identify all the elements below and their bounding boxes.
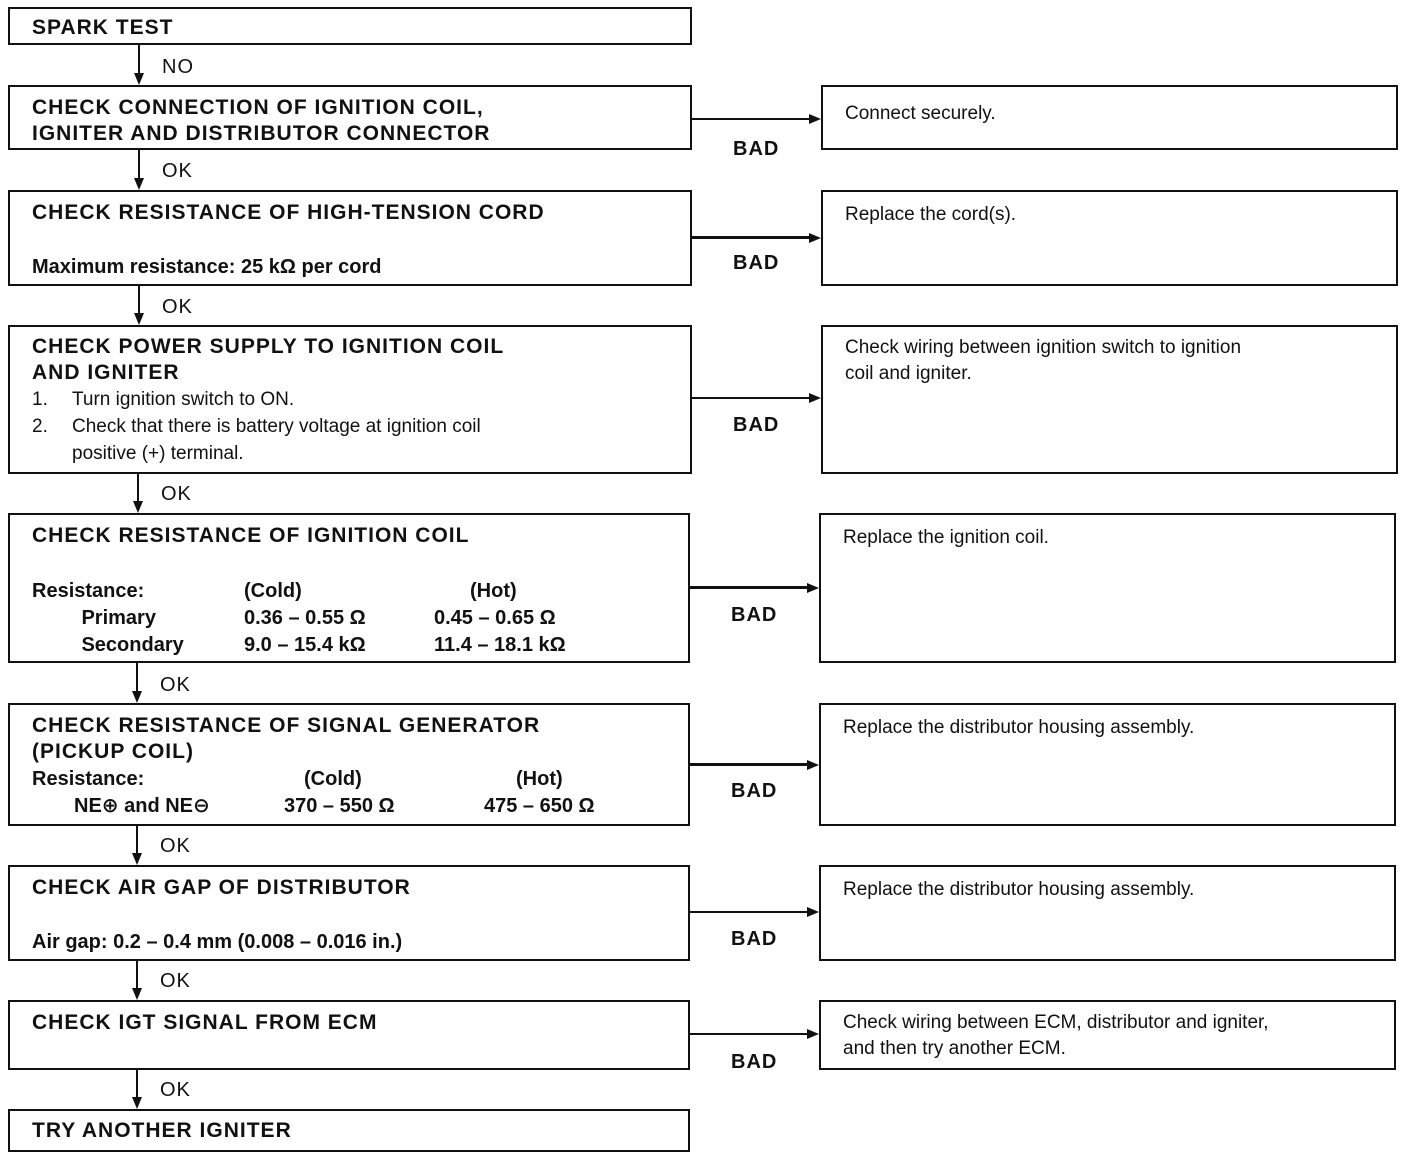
remedy-coil-text: Replace the ignition coil. [843,527,1049,548]
bad-label-2: BAD [733,252,780,274]
spark-test-box [8,7,692,45]
connector-bad-7 [690,1033,808,1035]
signal-resistance-label: Resistance: [32,768,145,790]
coil-primary-cold: 0.36 – 0.55 Ω [244,607,366,629]
connector-bad-1 [692,118,810,120]
check-coil-title: CHECK RESISTANCE OF IGNITION COIL [32,524,470,547]
connector-bad-5 [690,763,808,766]
coil-header-row [32,578,566,605]
cord-spec: Maximum resistance: 25 kΩ per cord [32,256,382,278]
try-igniter-title: TRY ANOTHER IGNITER [32,1119,292,1142]
arrowhead-bad-7 [807,1029,819,1039]
coil-resistance-label: Resistance: [32,580,145,602]
coil-secondary-label: Secondary [81,634,184,656]
connector-bad-4 [690,586,808,589]
remedy-wiring-coil-box [821,325,1398,474]
signal-hot-header: (Hot) [516,768,563,790]
check-cord-box [8,190,692,286]
connector-down-5 [136,663,138,693]
airgap-spec: Air gap: 0.2 – 0.4 mm (0.008 – 0.016 in.) [32,931,403,953]
coil-indent [32,632,81,659]
connector-down-8 [136,1070,138,1099]
ok-label-1: OK [162,160,193,182]
connector-down-6 [136,826,138,855]
connector-down-3 [138,286,140,315]
ok-label-3: OK [161,483,192,505]
arrowhead-down-7 [132,988,142,1000]
arrowhead-down-6 [132,853,142,865]
check-cord-title: CHECK RESISTANCE OF HIGH-TENSION CORD [32,201,545,224]
signal-cold-value: 370 – 550 Ω [284,795,395,817]
power-step-2 [32,413,668,467]
coil-secondary-hot: 11.4 – 18.1 kΩ [434,634,566,656]
spark-test-title: SPARK TEST [32,16,174,39]
arrowhead-bad-4 [807,583,819,593]
arrowhead-bad-2 [809,233,821,243]
arrowhead-bad-3 [809,393,821,403]
arrowhead-bad-6 [807,907,819,917]
signal-terminals: NE⊕ and NE⊖ [74,795,210,817]
check-igt-box [8,1000,690,1070]
remedy-cord-box [821,190,1398,286]
signal-indent [32,793,74,820]
remedy-wiring-coil-text: Check wiring between ignition switch to ignition coil and igniter. [845,337,1242,384]
signal-values-row [32,793,595,820]
signal-resistance-table [32,766,595,820]
connector-down-2 [138,150,140,180]
connector-down-7 [136,961,138,990]
arrowhead-down-2 [134,178,144,190]
connector-down-4 [137,474,139,503]
ok-label-6: OK [160,970,191,992]
signal-header-row [32,766,595,793]
remedy-housing-1-text: Replace the distributor housing assembly. [843,717,1195,738]
check-signal-title: CHECK RESISTANCE OF SIGNAL GENERATOR (PICKUP COIL) [32,714,541,763]
arrowhead-down-4 [133,501,143,513]
power-step-2-text: Check that there is battery voltage at ignition coil positive (+) terminal. [72,416,481,464]
check-power-box [8,325,692,474]
check-connection-box [8,85,692,150]
arrowhead-down-8 [132,1097,142,1109]
arrowhead-down-5 [132,691,142,703]
arrowhead-bad-1 [809,114,821,124]
coil-resistance-table [32,578,566,659]
bad-label-3: BAD [733,414,780,436]
check-coil-box [8,513,690,663]
power-step-1-number: 1. [32,389,48,410]
check-signal-box [8,703,690,826]
bad-label-7: BAD [731,1051,778,1073]
connector-down-1 [138,45,140,75]
coil-primary-row [32,605,566,632]
ok-label-7: OK [160,1079,191,1101]
connector-bad-2 [692,236,810,239]
ok-label-5: OK [160,835,191,857]
coil-cold-header: (Cold) [244,580,302,602]
remedy-housing-2-box [819,865,1396,961]
check-igt-title: CHECK IGT SIGNAL FROM ECM [32,1011,378,1034]
coil-hot-header: (Hot) [470,580,517,602]
signal-hot-value: 475 – 650 Ω [484,795,595,817]
arrowhead-bad-5 [807,760,819,770]
bad-label-5: BAD [731,780,778,802]
bad-label-4: BAD [731,604,778,626]
bad-label-1: BAD [733,138,780,160]
remedy-coil-box [819,513,1396,663]
power-step-2-number: 2. [32,416,48,437]
coil-secondary-cold: 9.0 – 15.4 kΩ [244,634,366,656]
connector-bad-3 [692,397,810,399]
power-step-1 [32,386,668,413]
arrowhead-down-1 [134,73,144,85]
remedy-housing-2-text: Replace the distributor housing assembly. [843,879,1195,900]
coil-primary-label: Primary [81,607,156,629]
coil-indent [32,605,81,632]
ok-label-2: OK [162,296,193,318]
remedy-cord-text: Replace the cord(s). [845,204,1017,225]
coil-secondary-row [32,632,566,659]
ok-label-4: OK [160,674,191,696]
power-step-1-text: Turn ignition switch to ON. [72,389,295,410]
coil-primary-hot: 0.45 – 0.65 Ω [434,607,556,629]
remedy-housing-1-box [819,703,1396,826]
check-airgap-title: CHECK AIR GAP OF DISTRIBUTOR [32,876,411,899]
signal-cold-header: (Cold) [304,768,362,790]
remedy-wiring-ecm-box [819,1000,1396,1070]
connector-bad-6 [690,911,808,913]
remedy-connect-text: Connect securely. [845,103,996,124]
try-igniter-box [8,1109,690,1152]
check-airgap-box [8,865,690,961]
bad-label-6: BAD [731,928,778,950]
check-connection-title: CHECK CONNECTION OF IGNITION COIL, IGNITER AND DISTRIBUTOR CONNECTOR [32,96,491,145]
check-power-title: CHECK POWER SUPPLY TO IGNITION COIL AND IGNITER [32,335,505,384]
no-label: NO [162,56,194,78]
arrowhead-down-3 [134,313,144,325]
remedy-connect-box [821,85,1398,150]
remedy-wiring-ecm-text: Check wiring between ECM, distributor and igniter, and then try another ECM. [843,1012,1269,1059]
